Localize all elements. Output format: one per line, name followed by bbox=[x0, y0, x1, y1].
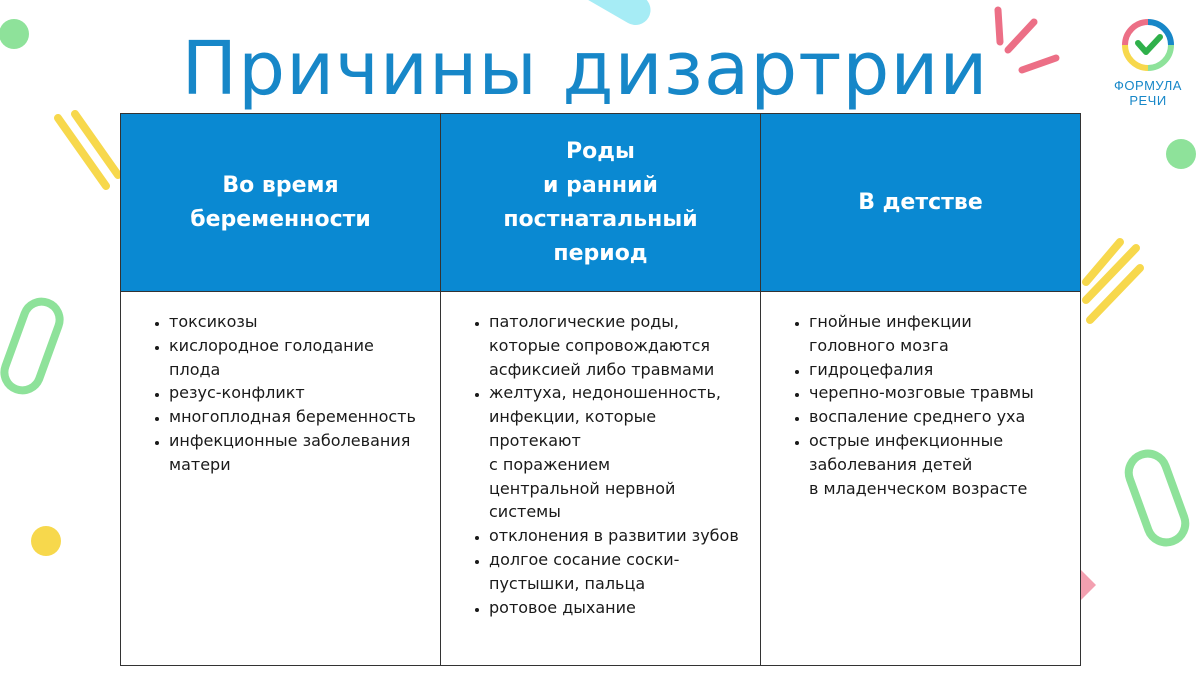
list-item: • острые инфекционные заболевания детей в младенческом возрасте bbox=[809, 429, 1066, 500]
brand-logo bbox=[1112, 16, 1184, 108]
pink-triangle bbox=[1081, 570, 1096, 600]
list-item: • резус-конфликт bbox=[169, 381, 426, 405]
column-header-pregnancy: Во время беременности bbox=[121, 114, 441, 292]
logo-icon bbox=[1119, 16, 1177, 74]
list-item: • кислородное голодание плода bbox=[169, 334, 426, 382]
column-cell-childhood bbox=[761, 292, 1081, 666]
list-item: • отклонения в развитии зубов bbox=[489, 524, 746, 548]
list-item: • инфекционные заболевания матери bbox=[169, 429, 426, 477]
yellow-stripe-3 bbox=[1086, 242, 1120, 282]
list-item: • патологические роды, которые сопровождаются асфиксией либо травмами bbox=[489, 310, 746, 381]
column-header-childhood: В детстве bbox=[761, 114, 1081, 292]
list-item: • многоплодная беременность bbox=[169, 405, 426, 429]
list-item: • гнойные инфекции головного мозга bbox=[809, 310, 1066, 358]
cause-list-childhood bbox=[789, 310, 1066, 500]
logo-text-line2: РЕЧИ bbox=[1129, 93, 1167, 108]
yellow-dot-left bbox=[31, 526, 61, 556]
list-item: • воспаление среднего уха bbox=[809, 405, 1066, 429]
green-ring-left bbox=[0, 297, 65, 396]
cause-list-pregnancy bbox=[149, 310, 426, 477]
column-header-birth: Роды и ранний постнатальный период bbox=[441, 114, 761, 292]
table-header-row bbox=[121, 114, 1081, 292]
column-cell-birth bbox=[441, 292, 761, 666]
logo-text-line1: ФОРМУЛА bbox=[1114, 78, 1182, 93]
yellow-stripe-5 bbox=[1090, 268, 1140, 320]
list-item: • желтуха, недоношенность, инфекции, которые протекают с поражением центральной нервной системы bbox=[489, 381, 746, 524]
cause-list-birth bbox=[469, 310, 746, 619]
page-title: Причины дизартрии bbox=[181, 26, 989, 112]
green-ring-right bbox=[1123, 448, 1190, 547]
list-item: • ротовое дыхание bbox=[489, 596, 746, 620]
causes-table bbox=[120, 113, 1081, 666]
table-body-row bbox=[121, 292, 1081, 666]
list-item: • гидроцефалия bbox=[809, 358, 1066, 382]
green-dot-right bbox=[1166, 139, 1196, 169]
column-cell-pregnancy bbox=[121, 292, 441, 666]
list-item: • черепно-мозговые травмы bbox=[809, 381, 1066, 405]
list-item: • долгое сосание соски- пустышки, пальца bbox=[489, 548, 746, 596]
list-item: • токсикозы bbox=[169, 310, 426, 334]
